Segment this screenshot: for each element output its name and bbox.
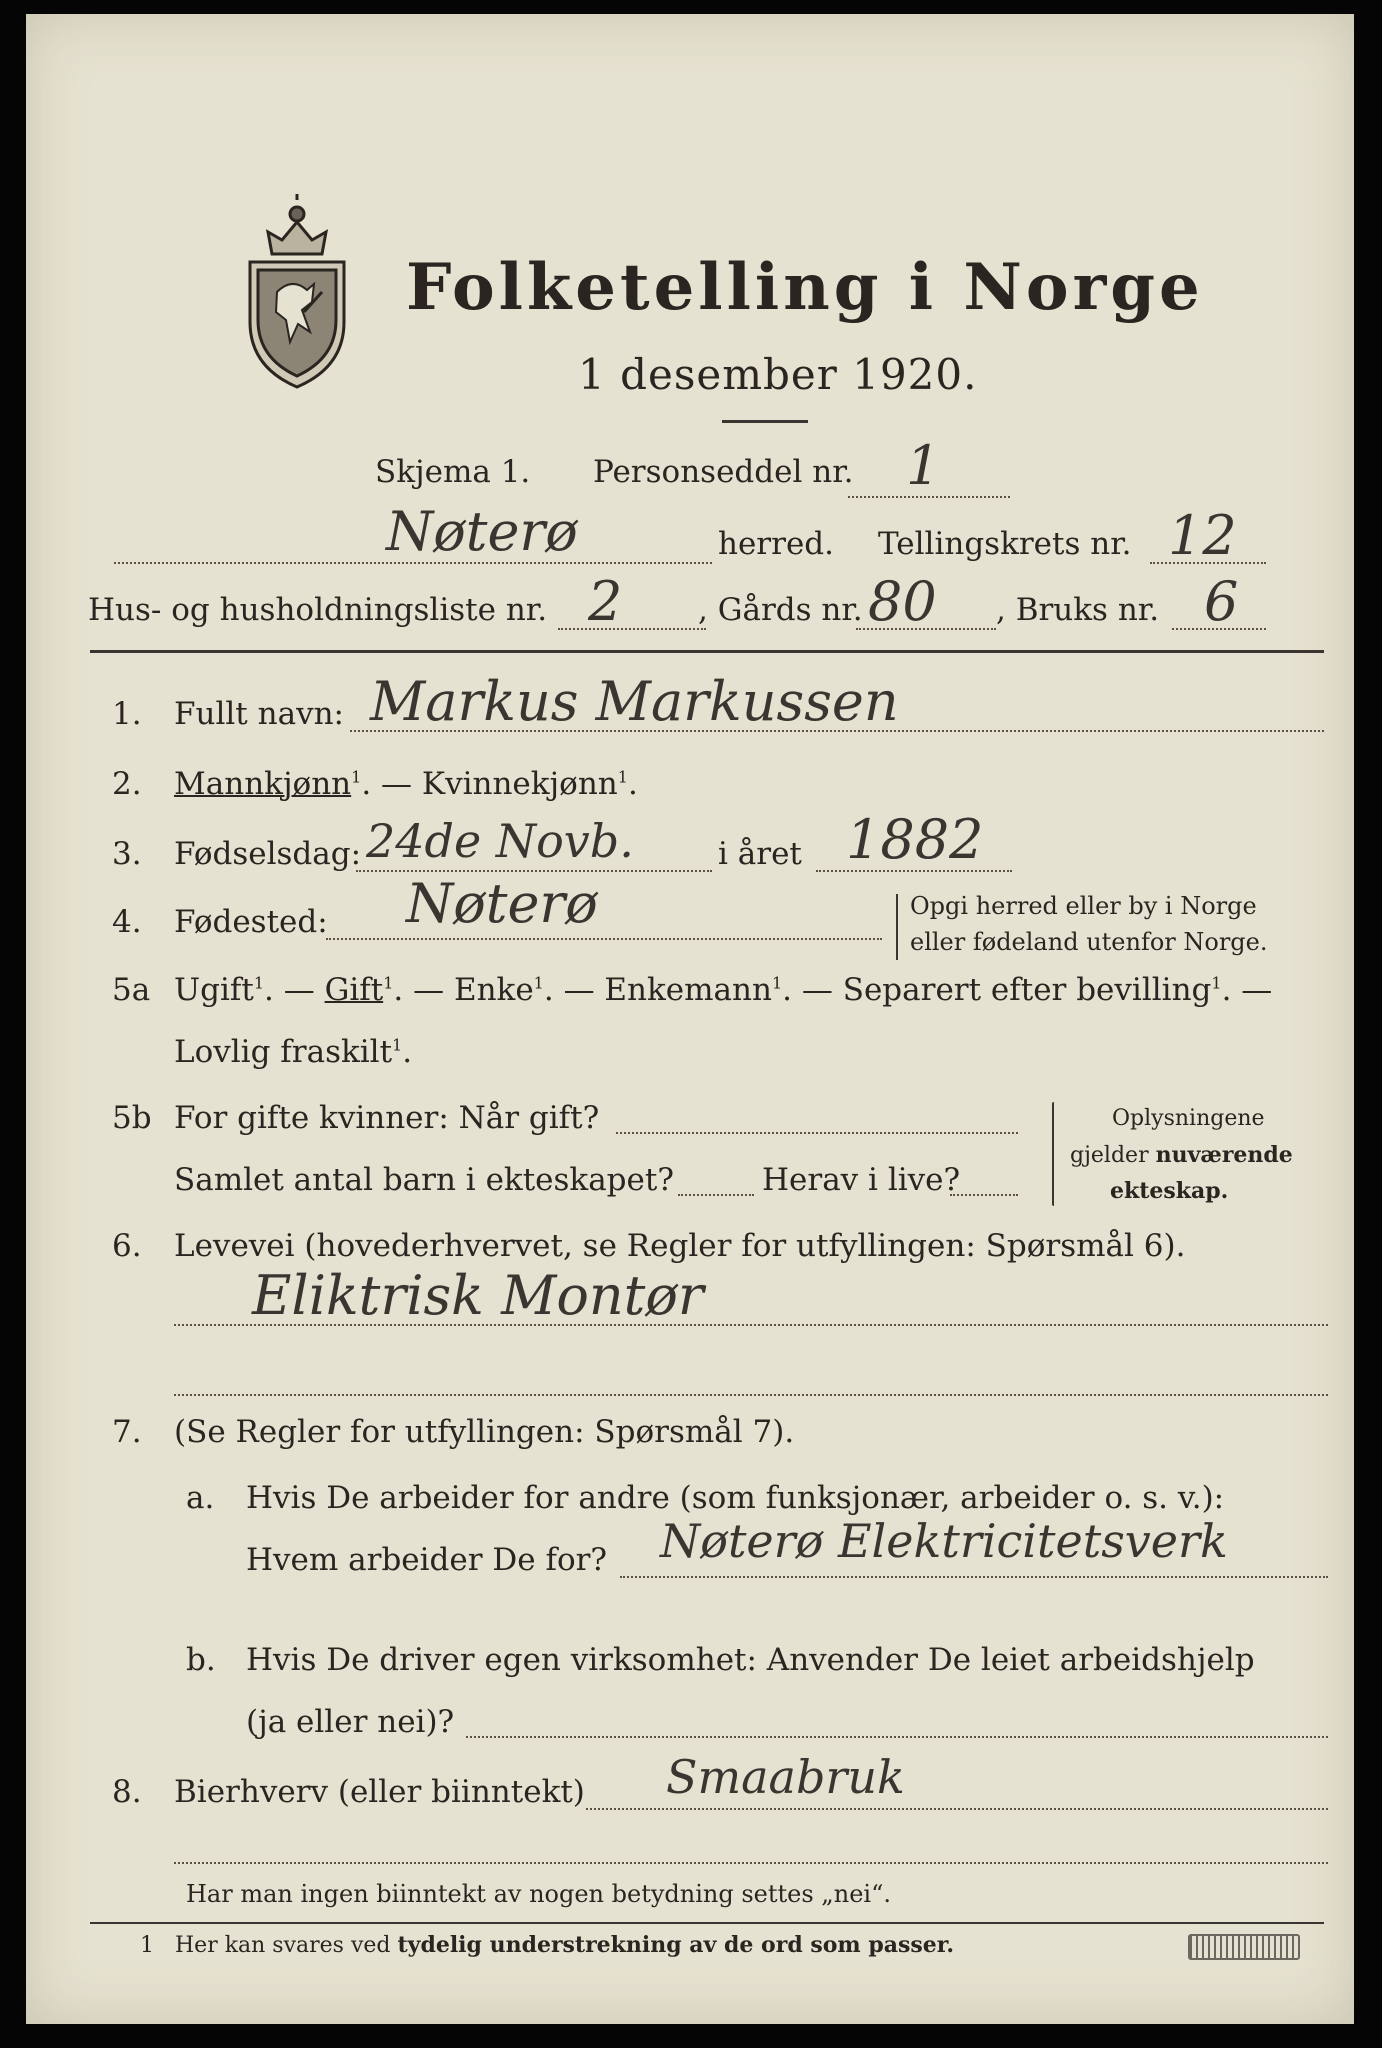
tellingskrets-value[interactable]: 12 xyxy=(1168,504,1237,567)
personseddel-label: Personseddel nr. xyxy=(593,454,854,490)
q4-label: Fødested: xyxy=(174,904,328,940)
bruks-label: , Bruks nr. xyxy=(996,592,1160,628)
q5a-option-enke[interactable]: Enke xyxy=(453,972,534,1008)
q7a-employer-value[interactable]: Nøterø Elektricitetsverk xyxy=(660,1514,1228,1568)
skjema-label: Skjema 1. xyxy=(375,454,531,490)
q1-full-name-value[interactable]: Markus Markussen xyxy=(370,670,899,733)
q8-line2 xyxy=(174,1862,1328,1864)
q2-sex-options: Mannkjønn$^1$. — Kvinnekjønn$^1$. xyxy=(174,766,638,802)
q1-number: 1. xyxy=(112,696,142,732)
q8-side-income-value[interactable]: Smaabruk xyxy=(666,1750,905,1804)
footer-note: Har man ingen biinntekt av nogen betydning settes „nei“. xyxy=(186,1880,891,1908)
printer-stamp-icon xyxy=(1188,1934,1300,1960)
q5a-option-separert[interactable]: Separert efter bevilling xyxy=(842,972,1212,1008)
q5a-options: Ugift$^1$. — Gift$^1$. — Enke$^1$. — Enkemann$^1$. — Separert efter bevilling$^1$. — xyxy=(174,972,1273,1008)
form-title: Folketelling i Norge xyxy=(406,250,1204,325)
norwegian-coat-of-arms-icon xyxy=(242,192,352,392)
q2-female-option[interactable]: Kvinnekjønn xyxy=(421,766,618,802)
hus-value[interactable]: 2 xyxy=(588,570,623,633)
q3-number: 3. xyxy=(112,836,142,872)
q7b-number: b. xyxy=(186,1642,216,1678)
q1-label: Fullt navn: xyxy=(174,696,344,732)
q5a-option-fraskilt[interactable]: Lovlig fraskilt xyxy=(174,1034,393,1070)
q4-note-line1: Opgi herred eller by i Norge xyxy=(910,892,1257,920)
census-form-page xyxy=(26,14,1354,2024)
q4-note-brace xyxy=(896,894,898,960)
q5a-option-enkemann[interactable]: Enkemann xyxy=(604,972,772,1008)
q8-number: 8. xyxy=(112,1774,142,1810)
q5a-option-gift[interactable]: Gift xyxy=(324,972,384,1008)
form-date: 1 desember 1920. xyxy=(578,350,978,399)
q7a-number: a. xyxy=(186,1480,215,1516)
q7a-line2: Hvem arbeider De for? xyxy=(246,1542,608,1578)
footnote: 1 Her kan svares ved tydelig understrekning av de ord som passer. xyxy=(140,1932,954,1958)
q3-year-label: i året xyxy=(718,836,802,872)
herred-value[interactable]: Nøterø xyxy=(386,500,578,563)
q4-birthplace-value[interactable]: Nøterø xyxy=(406,872,598,935)
q5b-children-line xyxy=(678,1194,754,1196)
q3-year-value[interactable]: 1882 xyxy=(846,808,984,871)
q5b-note-line3: ekteskap. xyxy=(1110,1178,1229,1204)
q5b-note-brace xyxy=(1052,1102,1054,1206)
q5a-number: 5a xyxy=(112,972,151,1008)
q5b-note-line1: Oplysningene xyxy=(1112,1106,1265,1131)
footnote-number: 1 xyxy=(140,1933,154,1958)
q6-line2 xyxy=(174,1394,1328,1396)
tellingskrets-label: Tellingskrets nr. xyxy=(878,526,1132,562)
q7b-line1: Hvis De driver egen virksomhet: Anvender De leiet arbeidshjelp xyxy=(246,1642,1255,1678)
q4-note-line2: eller fødeland utenfor Norge. xyxy=(910,928,1268,956)
q8-label: Bierhverv (eller biinntekt) xyxy=(174,1774,585,1810)
title-divider xyxy=(722,420,808,423)
q7a-line1: Hvis De arbeider for andre (som funksjonær, arbeider o. s. v.): xyxy=(246,1480,1225,1516)
q6-label: Levevei (hovederhvervet, se Regler for utfyllingen: Spørsmål 6). xyxy=(174,1228,1186,1264)
q6-occupation-value[interactable]: Eliktrisk Montør xyxy=(252,1264,704,1327)
q8-line xyxy=(586,1808,1328,1810)
q5a-line2: Lovlig fraskilt$^1$. xyxy=(174,1034,413,1070)
herred-label: herred. xyxy=(718,526,834,562)
footnote-separator xyxy=(90,1922,1324,1924)
q6-number: 6. xyxy=(112,1228,142,1264)
q2-number: 2. xyxy=(112,766,142,802)
gards-value[interactable]: 80 xyxy=(868,570,937,633)
q7-number: 7. xyxy=(112,1414,142,1450)
q5b-number: 5b xyxy=(112,1100,152,1136)
q7-label: (Se Regler for utfyllingen: Spørsmål 7). xyxy=(174,1414,795,1450)
q5b-note-line2: gjelder nuværende xyxy=(1070,1142,1293,1168)
q6-line1 xyxy=(174,1324,1328,1326)
q7b-line2: (ja eller nei)? xyxy=(246,1704,455,1740)
q5b-alive-label: Herav i live? xyxy=(762,1162,961,1198)
q5b-married-line xyxy=(616,1132,1018,1134)
q5a-option-ugift[interactable]: Ugift xyxy=(174,972,254,1008)
hus-line xyxy=(558,628,706,630)
gards-label: , Gårds nr. xyxy=(698,592,863,628)
q3-label: Fødselsdag: xyxy=(174,836,362,872)
personseddel-value[interactable]: 1 xyxy=(906,434,941,497)
bruks-value[interactable]: 6 xyxy=(1204,570,1239,633)
q5b-children-label: Samlet antal barn i ekteskapet? xyxy=(174,1162,674,1198)
hus-label: Hus- og husholdningsliste nr. xyxy=(88,592,548,628)
q5b-alive-line xyxy=(950,1194,1018,1196)
q3-birthday-value[interactable]: 24de Novb. xyxy=(366,814,634,868)
q7b-line xyxy=(466,1736,1328,1738)
q5b-married-label: For gifte kvinner: Når gift? xyxy=(174,1100,600,1136)
header-separator xyxy=(90,650,1324,653)
q2-male-option[interactable]: Mannkjønn xyxy=(174,766,352,802)
q7a-line xyxy=(620,1576,1328,1578)
q4-number: 4. xyxy=(112,904,142,940)
q4-line xyxy=(326,938,882,940)
